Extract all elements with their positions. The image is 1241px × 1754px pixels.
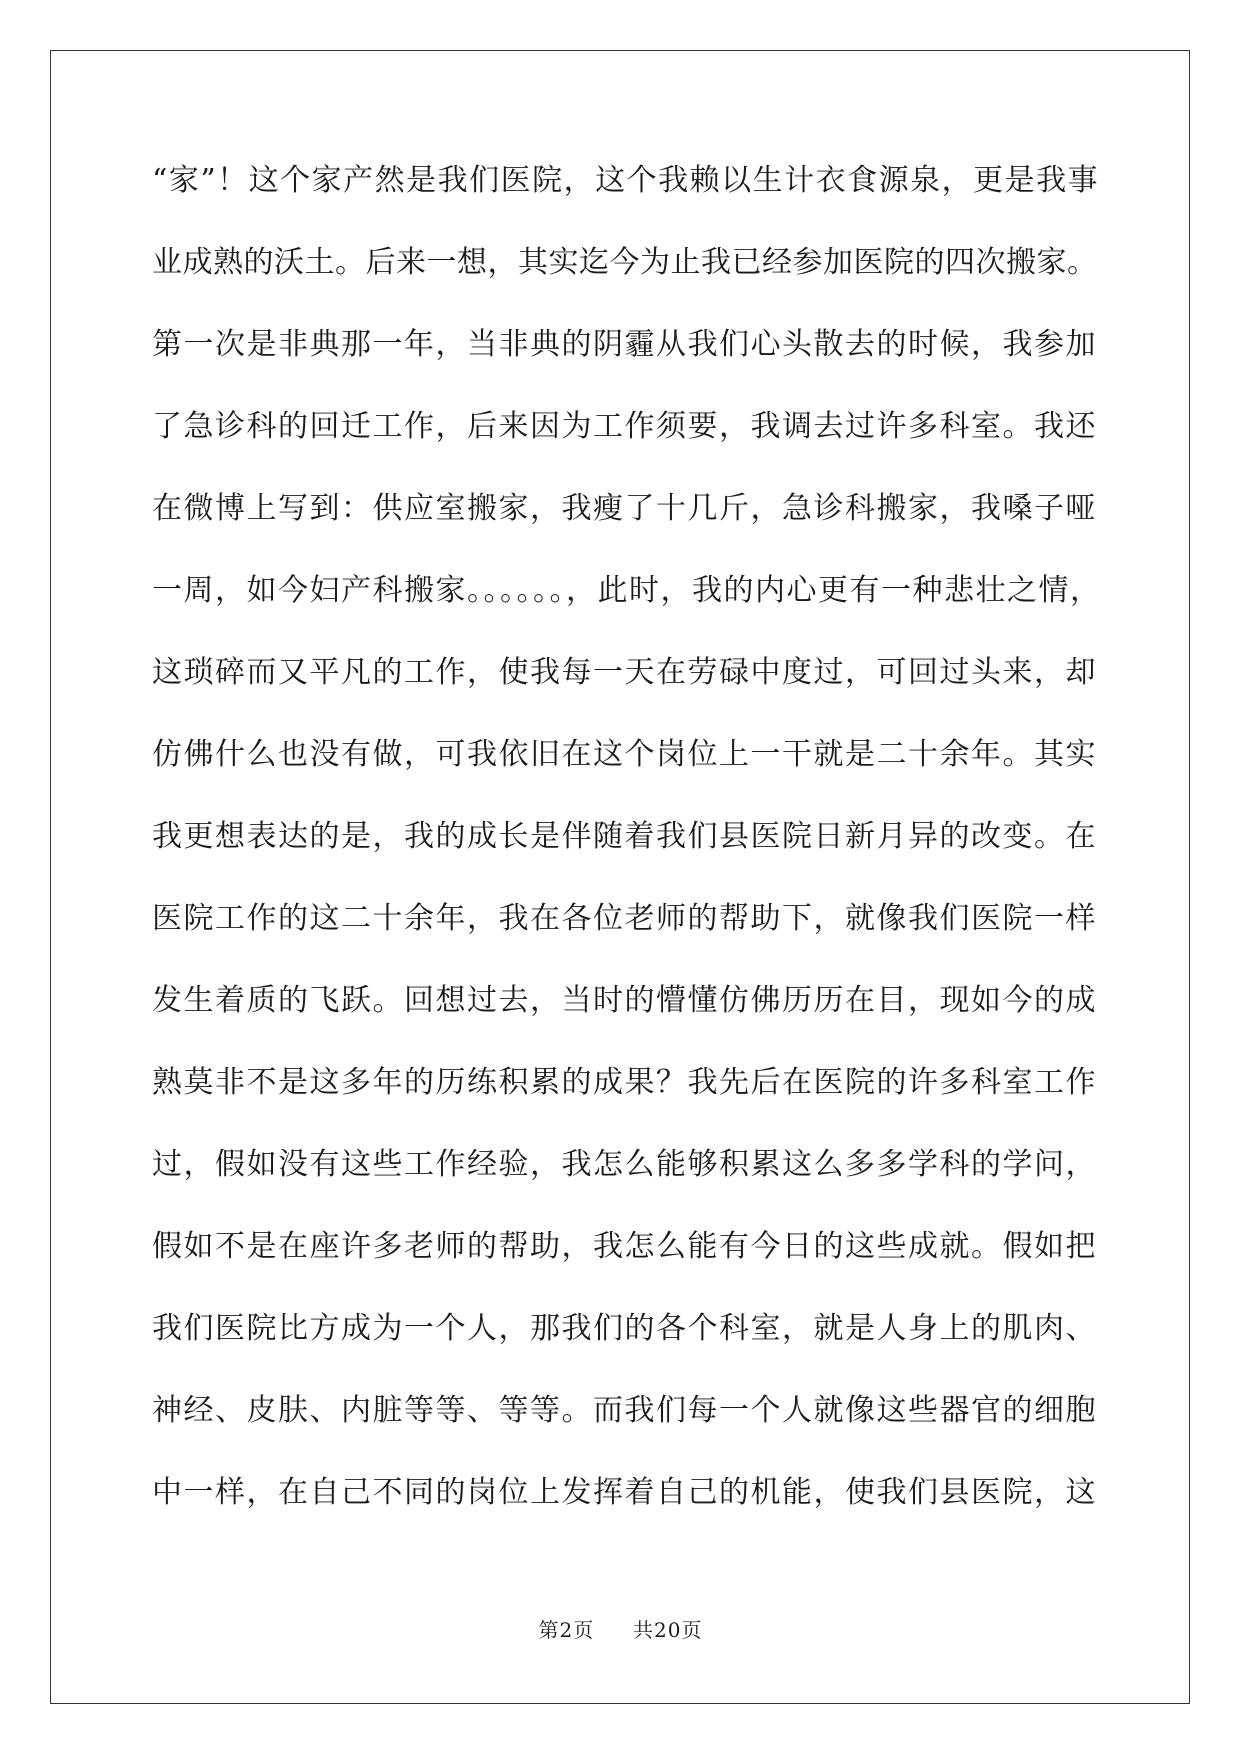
text-line: 这琐碎而又平凡的工作，使我每一天在劳碌中度过，可回过头来，却 — [152, 655, 1097, 690]
page-footer — [0, 1614, 1241, 1643]
text-line: 仿佛什么也没有做，可我依旧在这个岗位上一干就是二十余年。其实 — [152, 737, 1097, 772]
text-line: “家”！这个家产然是我们医院，这个我赖以生计衣食源泉，更是我事 — [152, 163, 1100, 198]
text-line: 一周，如今妇产科搬家。。。。。。，此时，我的内心更有一种悲壮之情， — [152, 573, 1102, 608]
page-total: 共20页 — [633, 1618, 703, 1642]
text-line: 在微博上写到：供应室搬家，我瘦了十几斤，急诊科搬家，我嗓子哑 — [152, 491, 1097, 526]
text-line: 过，假如没有这些工作经验，我怎么能够积累这么多多学科的学问， — [152, 1147, 1097, 1182]
text-line: 我更想表达的是，我的成长是伴随着我们县医院日新月异的改变。在 — [152, 819, 1097, 854]
text-line: 假如不是在座许多老师的帮助，我怎么能有今日的这些成就。假如把 — [152, 1229, 1097, 1264]
page-number: 第2页 — [538, 1618, 595, 1642]
text-line: 我们医院比方成为一个人，那我们的各个科室，就是人身上的肌肉、 — [152, 1311, 1097, 1346]
text-line: 第一次是非典那一年，当非典的阴霾从我们心头散去的时候，我参加 — [152, 327, 1097, 362]
text-line: 中一样，在自己不同的岗位上发挥着自己的机能，使我们县医院，这 — [152, 1475, 1097, 1510]
text-line: 发生着质的飞跃。回想过去，当时的懵懂仿佛历历在目，现如今的成 — [152, 983, 1097, 1018]
text-line: 医院工作的这二十余年，我在各位老师的帮助下，就像我们医院一样 — [152, 901, 1097, 936]
text-line: 神经、皮肤、内脏等等、等等。而我们每一个人就像这些器官的细胞 — [152, 1393, 1097, 1428]
body-text — [152, 158, 1102, 1552]
text-line: 业成熟的沃土。后来一想，其实迄今为止我已经参加医院的四次搬家。 — [152, 245, 1098, 280]
text-line: 熟莫非不是这多年的历练积累的成果？我先后在医院的许多科室工作 — [152, 1065, 1097, 1100]
text-line: 了急诊科的回迁工作，后来因为工作须要，我调去过许多科室。我还 — [152, 409, 1097, 444]
